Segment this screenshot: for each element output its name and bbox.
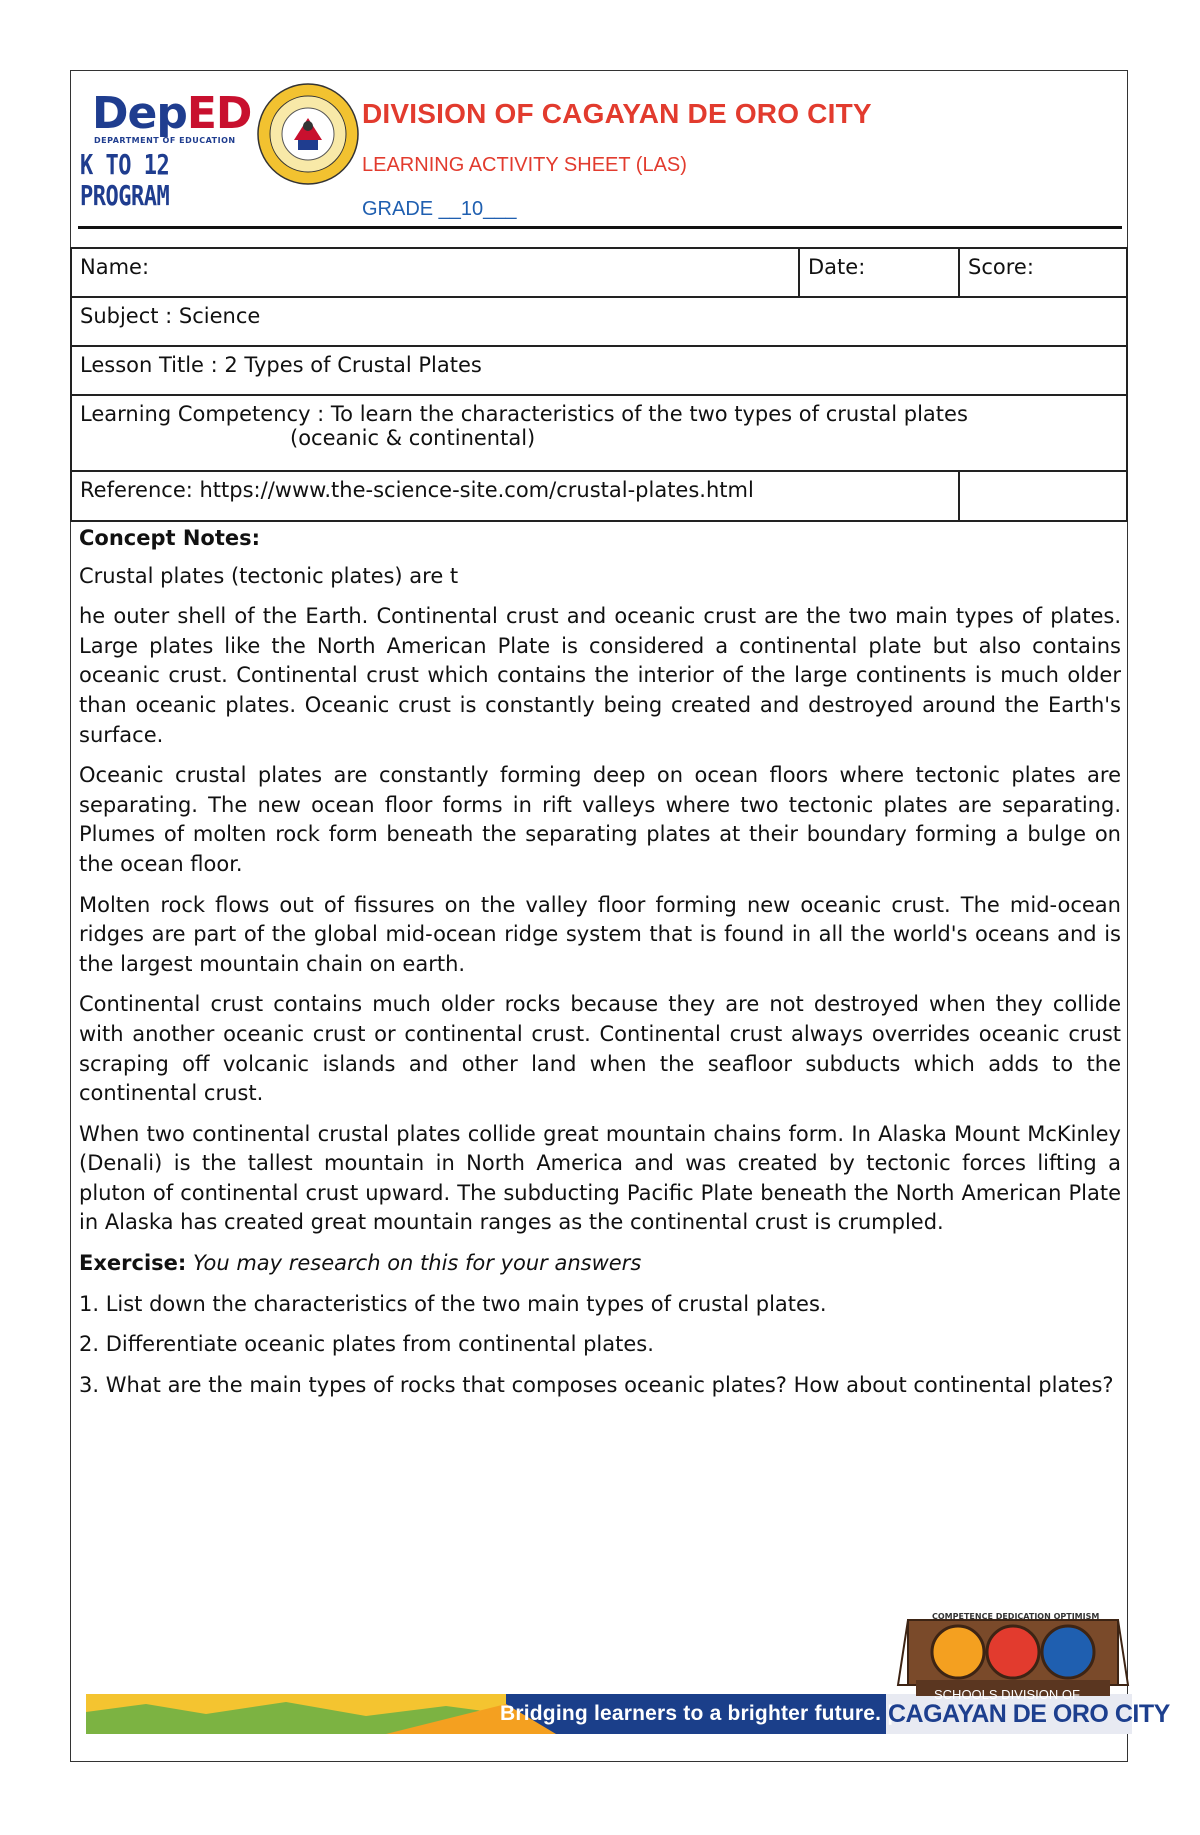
lesson-title-row: Lesson Title : 2 Types of Crustal Plates bbox=[71, 346, 1127, 395]
schools-division-label: SCHOOLS DIVISION OF bbox=[934, 1687, 1080, 1702]
cdo-values: COMPETENCE DEDICATION OPTIMISM bbox=[932, 1612, 1100, 1621]
exercise-hint: You may research on this for your answers bbox=[192, 1251, 642, 1276]
name-field[interactable]: Name: bbox=[71, 248, 799, 297]
reference-blank-cell bbox=[959, 471, 1127, 521]
competency-row bbox=[71, 395, 1127, 471]
paragraph-5: When two continental crustal plates collide great mountain chains form. In Alaska Mount McKinley (Denali) is the tallest mountain in North America and was created by tectonic forces lifting a pluton of continental crust upward. The subducting Pacific Plate beneath the North American Plate in Alaska has created great mountain ranges as the continental crust is crumpled. bbox=[79, 1121, 1121, 1235]
cdo-logo-icon bbox=[888, 1580, 1138, 1700]
paragraph-3: Molten rock flows out of fissures on the valley floor forming new oceanic crust. The mid-ocean ridges are part of the global mid-ocean ridge system that is found in all the world's oceans and is the largest mountain chain on earth. bbox=[79, 892, 1121, 976]
k12-program-label: K TO 12 PROGRAM bbox=[80, 150, 170, 213]
concept-notes-heading: Concept Notes: bbox=[79, 526, 261, 550]
deped-subtitle: DEPARTMENT OF EDUCATION bbox=[94, 136, 236, 145]
exercise-label: Exercise: bbox=[79, 1251, 187, 1276]
date-field[interactable]: Date: bbox=[799, 248, 959, 297]
deped-wordmark: DepED bbox=[92, 88, 252, 139]
paragraph-1: he outer shell of the Earth. Continental crust and oceanic crust are the two main types of plates. Large plates like the North American Plate is considered a continental plate but also contains oceanic crust. Continental crust which contains the interior of the large continents is much older than oceanic plates. Oceanic crust is constantly being created and destroyed around the Earth's surface. bbox=[79, 604, 1121, 747]
division-title: DIVISION OF CAGAYAN DE ORO CITY bbox=[362, 98, 872, 129]
reference-row: Reference: https://www.the-science-site.com/crustal-plates.html bbox=[71, 471, 959, 521]
paragraph-intro: Crustal plates (tectonic plates) are t bbox=[79, 563, 459, 588]
paragraph-2: Oceanic crustal plates are constantly forming deep on ocean floors where tectonic plates are separating. The new ocean floor forms in rift valleys where two tectonic plates are separating. Plumes of molten rock form beneath the separating plates at their boundary forming a bulge on the ocean floor. bbox=[79, 763, 1121, 876]
deped-seal-icon bbox=[256, 82, 360, 186]
footer-city: CAGAYAN DE ORO CITY bbox=[888, 1700, 1170, 1728]
deped-logo bbox=[80, 88, 255, 213]
grade-label: GRADE __10___ bbox=[362, 198, 517, 220]
question-3: 3. What are the main types of rocks that composes oceanic plates? How about continental plates? bbox=[79, 1372, 1114, 1397]
subject-row: Subject : Science bbox=[71, 297, 1127, 346]
question-1: 1. List down the characteristics of the two main types of crustal plates. bbox=[79, 1291, 827, 1316]
info-table bbox=[70, 247, 1128, 522]
score-field[interactable]: Score: bbox=[959, 248, 1127, 297]
footer-tagline: Bridging learners to a brighter future. | bbox=[500, 1702, 894, 1725]
paragraph-4: Continental crust contains much older rocks because they are not destroyed when they collide with another oceanic crust or continental crust. Continental crust always overrides oceanic crust scraping off volcanic islands and other land when the seafloor subducts which adds to the continental crust. bbox=[79, 992, 1121, 1106]
question-2: 2. Differentiate oceanic plates from continental plates. bbox=[79, 1332, 654, 1357]
las-subtitle: LEARNING ACTIVITY SHEET (LAS) bbox=[362, 154, 687, 176]
competency-line-1: Learning Competency : To learn the characteristics of the two types of crustal plates bbox=[80, 402, 968, 426]
exercise-heading bbox=[79, 1249, 1121, 1279]
header-divider bbox=[78, 226, 1122, 229]
competency-line-2: (oceanic & continental) bbox=[290, 426, 536, 450]
content-body bbox=[79, 524, 1121, 1411]
